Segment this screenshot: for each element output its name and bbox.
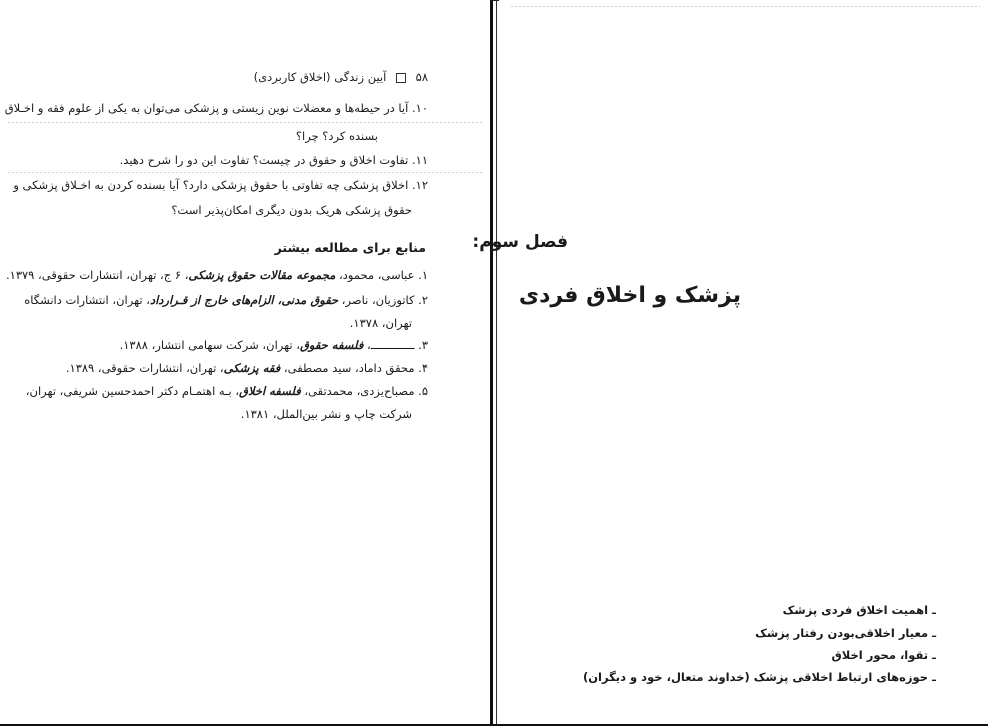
scan-line	[511, 6, 980, 7]
reference-author: ۲. کاتوزیان، ناصر،	[338, 293, 428, 307]
question-11: ۱۱. تفاوت اخلاق و حقوق در چیست؟ تفاوت این دو را شرح دهید.	[119, 153, 428, 167]
reference-2-continued: تهران، ۱۳۷۸.	[349, 316, 412, 330]
reference-author: ۵. مصباح‌یزدی، محمدتقی،	[300, 384, 428, 398]
reference-author: ۱. عباسی، محمود،	[335, 268, 428, 282]
reference-5	[26, 384, 428, 398]
reference-publication: ، تهران، شرکت سهامی انتشار، ۱۳۸۸.	[119, 338, 300, 352]
topic-item: ـ معیار اخلاقی‌بودن رفتار پزشک	[755, 626, 936, 640]
question-10-line-2: بسنده کرد؟ چرا؟	[295, 129, 378, 143]
reference-publication: ، تهران، انتشارات حقوقی، ۱۳۸۹.	[65, 361, 224, 375]
chapter-title: پزشک و اخلاق فردی	[518, 283, 741, 308]
page-number: ۵۸	[415, 70, 428, 84]
left-page	[0, 0, 490, 726]
reference-3	[120, 338, 428, 352]
book-title: آیین زندگی (اخلاق کاربردی)	[253, 70, 387, 84]
reference-publication: ، ۶ ج، تهران، انتشارات حقوقی، ۱۳۷۹.	[6, 268, 189, 282]
references-heading: منابع برای مطالعه بیشتر	[274, 240, 426, 255]
reference-publication: ، تهران، انتشارات دانشگاه	[24, 293, 150, 307]
reference-publication: ، بـه اهتمـام دکتر احمدحسین شریفی، تهران،	[25, 384, 240, 398]
right-page	[472, 0, 988, 726]
reference-title: فلسفه اخلاق	[239, 384, 301, 398]
reference-author: ۳. ـــــــــــــ،	[363, 338, 428, 352]
reference-4	[66, 361, 428, 375]
topic-item: ـ تقوا، محور اخلاق	[831, 648, 936, 662]
question-10-line-1: ۱۰. آیا در حیطه‌ها و معضلات نوین زیستی و پزشکی می‌توان به یکی از علوم فقه و اخـلاق	[4, 101, 428, 115]
page-gutter	[490, 0, 493, 726]
question-12-line-1: ۱۲. اخلاق پزشکی چه تفاوتی با حقوق پزشکی دارد؟ آیا بسنده کردن به اخـلاق پزشکی و	[13, 178, 428, 192]
reference-1	[6, 268, 428, 282]
page-header	[254, 70, 428, 84]
reference-author: ۴. محقق داماد، سید مصطفی،	[280, 361, 428, 375]
chapter-label: فصل سوم:	[472, 232, 568, 252]
scan-line	[8, 172, 482, 173]
reference-title: فقه پزشکی	[223, 361, 281, 375]
reference-2	[24, 293, 428, 307]
page-gutter-edge	[496, 0, 497, 726]
scan-line	[8, 122, 482, 123]
topic-item: ـ اهمیت اخلاق فردی پزشک	[782, 603, 936, 617]
reference-title: فلسفه حقوق	[299, 338, 364, 352]
reference-title: حقوق مدنی، الزام‌های خارج از قـرارداد	[149, 293, 339, 307]
reference-5-continued: شرکت چاپ و نشر بین‌الملل، ۱۳۸۱.	[240, 407, 412, 421]
topic-item: ـ حوزه‌های ارتباط اخلاقی پزشک (خداوند متعال، خود و دیگران)	[582, 670, 936, 684]
reference-title: مجموعه مقالات حقوق پزشکی	[188, 268, 336, 282]
question-12-line-2: حقوق پزشکی هریک بدون دیگری امکان‌پذیر است؟	[171, 203, 412, 217]
header-box-icon	[396, 73, 406, 83]
